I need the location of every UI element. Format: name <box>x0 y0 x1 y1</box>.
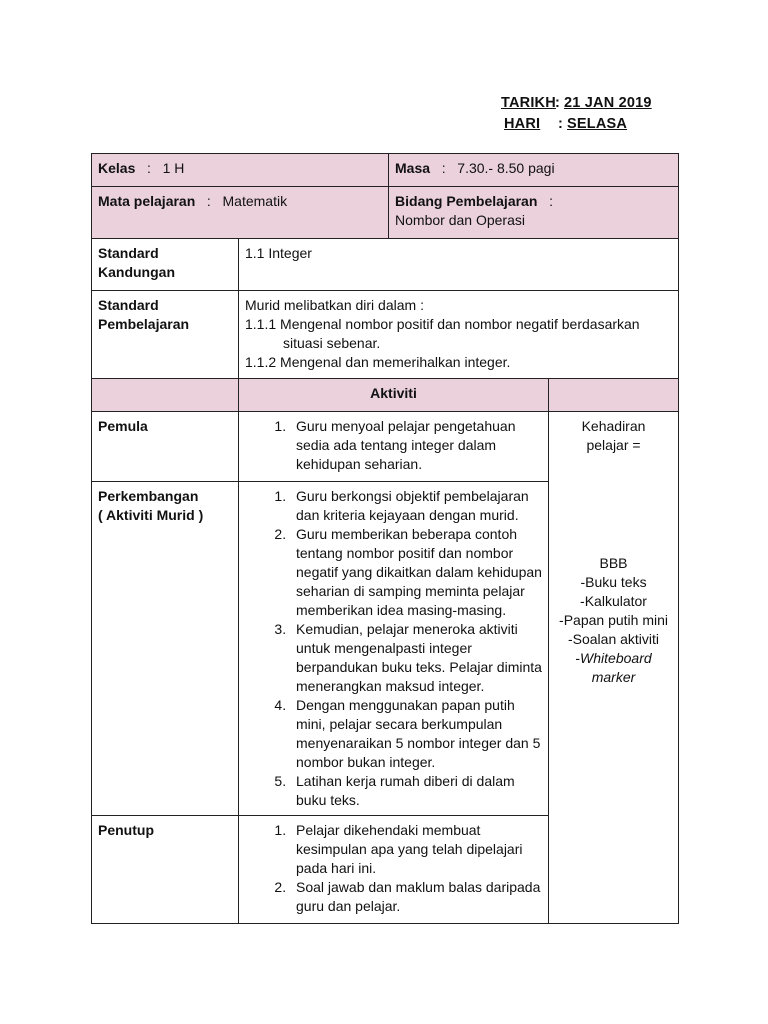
hari-value: SELASA <box>567 115 628 132</box>
standard-pembelajaran-label: Standard Pembelajaran <box>92 291 239 379</box>
bbb-item: -Buku teks <box>580 574 647 590</box>
kelas-value: 1 H <box>162 160 185 176</box>
penutup-label: Penutup <box>92 816 239 924</box>
penutup-steps <box>239 816 549 924</box>
pemula-label: Pemula <box>92 412 239 482</box>
masa-label: Masa <box>395 160 431 176</box>
row-aktiviti-header <box>92 379 679 412</box>
standard-kandungan-value: 1.1 Integer <box>239 239 679 291</box>
row-pemula <box>92 412 679 482</box>
row-kelas-masa <box>92 154 679 187</box>
lesson-plan-table <box>91 153 679 924</box>
bbb-heading: BBB <box>599 555 628 571</box>
kehadiran-2: pelajar = <box>586 437 641 453</box>
bbb-item-marker: marker <box>591 669 636 685</box>
perkembangan-step: 5. Latihan kerja rumah diberi di dalam buku teks. <box>290 772 542 810</box>
bbb-item-whiteboard: -Whiteboard <box>575 650 652 666</box>
hari-label: HARI <box>504 115 541 132</box>
sp-item1-b: situasi sebenar. <box>283 335 381 351</box>
hari-row: HARI : SELASA <box>504 115 628 132</box>
aktiviti-header: Aktiviti <box>239 379 549 412</box>
bidang-label: Bidang Pembelajaran <box>395 193 538 209</box>
perkembangan-step: 1. Guru berkongsi objektif pembelajaran dan kriteria kejayaan dengan murid. <box>290 487 542 525</box>
sp-intro: Murid melibatkan diri dalam : <box>245 297 424 313</box>
notes-cell <box>549 412 679 924</box>
standard-pembelajaran-value <box>239 291 679 379</box>
bbb-item: -Kalkulator <box>580 593 647 609</box>
date-block <box>501 92 652 134</box>
pemula-step: 1. Guru menyoal pelajar pengetahuan sedia ada tentang integer dalam kehidupan seharian. <box>290 417 542 474</box>
bbb-item: -Soalan aktiviti <box>567 631 660 647</box>
masa-cell: Masa : 7.30.- 8.50 pagi <box>389 154 679 187</box>
penutup-step: 2. Soal jawab dan maklum balas daripada guru dan pelajar. <box>290 878 542 916</box>
perkembangan-label: Perkembangan ( Aktiviti Murid ) <box>92 482 239 816</box>
bbb-item: -Papan putih mini <box>559 612 668 628</box>
perkembangan-step: 3. Kemudian, pelajar meneroka aktiviti untuk mengenalpasti integer berpandukan buku teks. Pelajar diminta menerangkan maksud integer. <box>290 620 542 696</box>
bidang-value: Nombor dan Operasi <box>395 212 525 228</box>
row-mata-bidang <box>92 187 679 239</box>
perkembangan-steps <box>239 482 549 816</box>
bidang-cell: Bidang Pembelajaran : Nombor dan Operasi <box>389 187 679 239</box>
sp-item1-a: 1.1.1 Mengenal nombor positif dan nombor negatif berdasarkan <box>245 316 640 332</box>
row-standard-kandungan <box>92 239 679 291</box>
perkembangan-step: 2. Guru memberikan beberapa contoh tentang nombor positif dan nombor negatif yang dikaitkan dalam kehidupan seharian di samping meminta pelajar memberikan idea masing-masing. <box>290 525 542 620</box>
pemula-steps <box>239 412 549 482</box>
tarikh-label: TARIKH <box>501 94 556 111</box>
masa-value: 7.30.- 8.50 pagi <box>457 160 555 176</box>
mata-pelajaran-cell: Mata pelajaran : Matematik <box>92 187 389 239</box>
kehadiran-1: Kehadiran <box>581 418 646 434</box>
tarikh-value: 21 JAN 2019 <box>564 94 652 111</box>
mata-pelajaran-value: Matematik <box>222 193 288 209</box>
mata-pelajaran-label: Mata pelajaran <box>98 193 196 209</box>
sp-item2: 1.1.2 Mengenal dan memerihalkan integer. <box>245 354 511 370</box>
standard-kandungan-label: Standard Kandungan <box>92 239 239 291</box>
tarikh-row: TARIKH : 21 JAN 2019 <box>501 94 652 111</box>
kelas-cell: Kelas : 1 H <box>92 154 389 187</box>
perkembangan-step: 4. Dengan menggunakan papan putih mini, pelajar secara berkumpulan menyenaraikan 5 nombor integer dan 5 nombor bukan integer. <box>290 696 542 772</box>
kelas-label: Kelas <box>98 160 136 176</box>
row-standard-pembelajaran <box>92 291 679 379</box>
penutup-step: 1. Pelajar dikehendaki membuat kesimpulan apa yang telah dipelajari pada hari ini. <box>290 821 542 878</box>
